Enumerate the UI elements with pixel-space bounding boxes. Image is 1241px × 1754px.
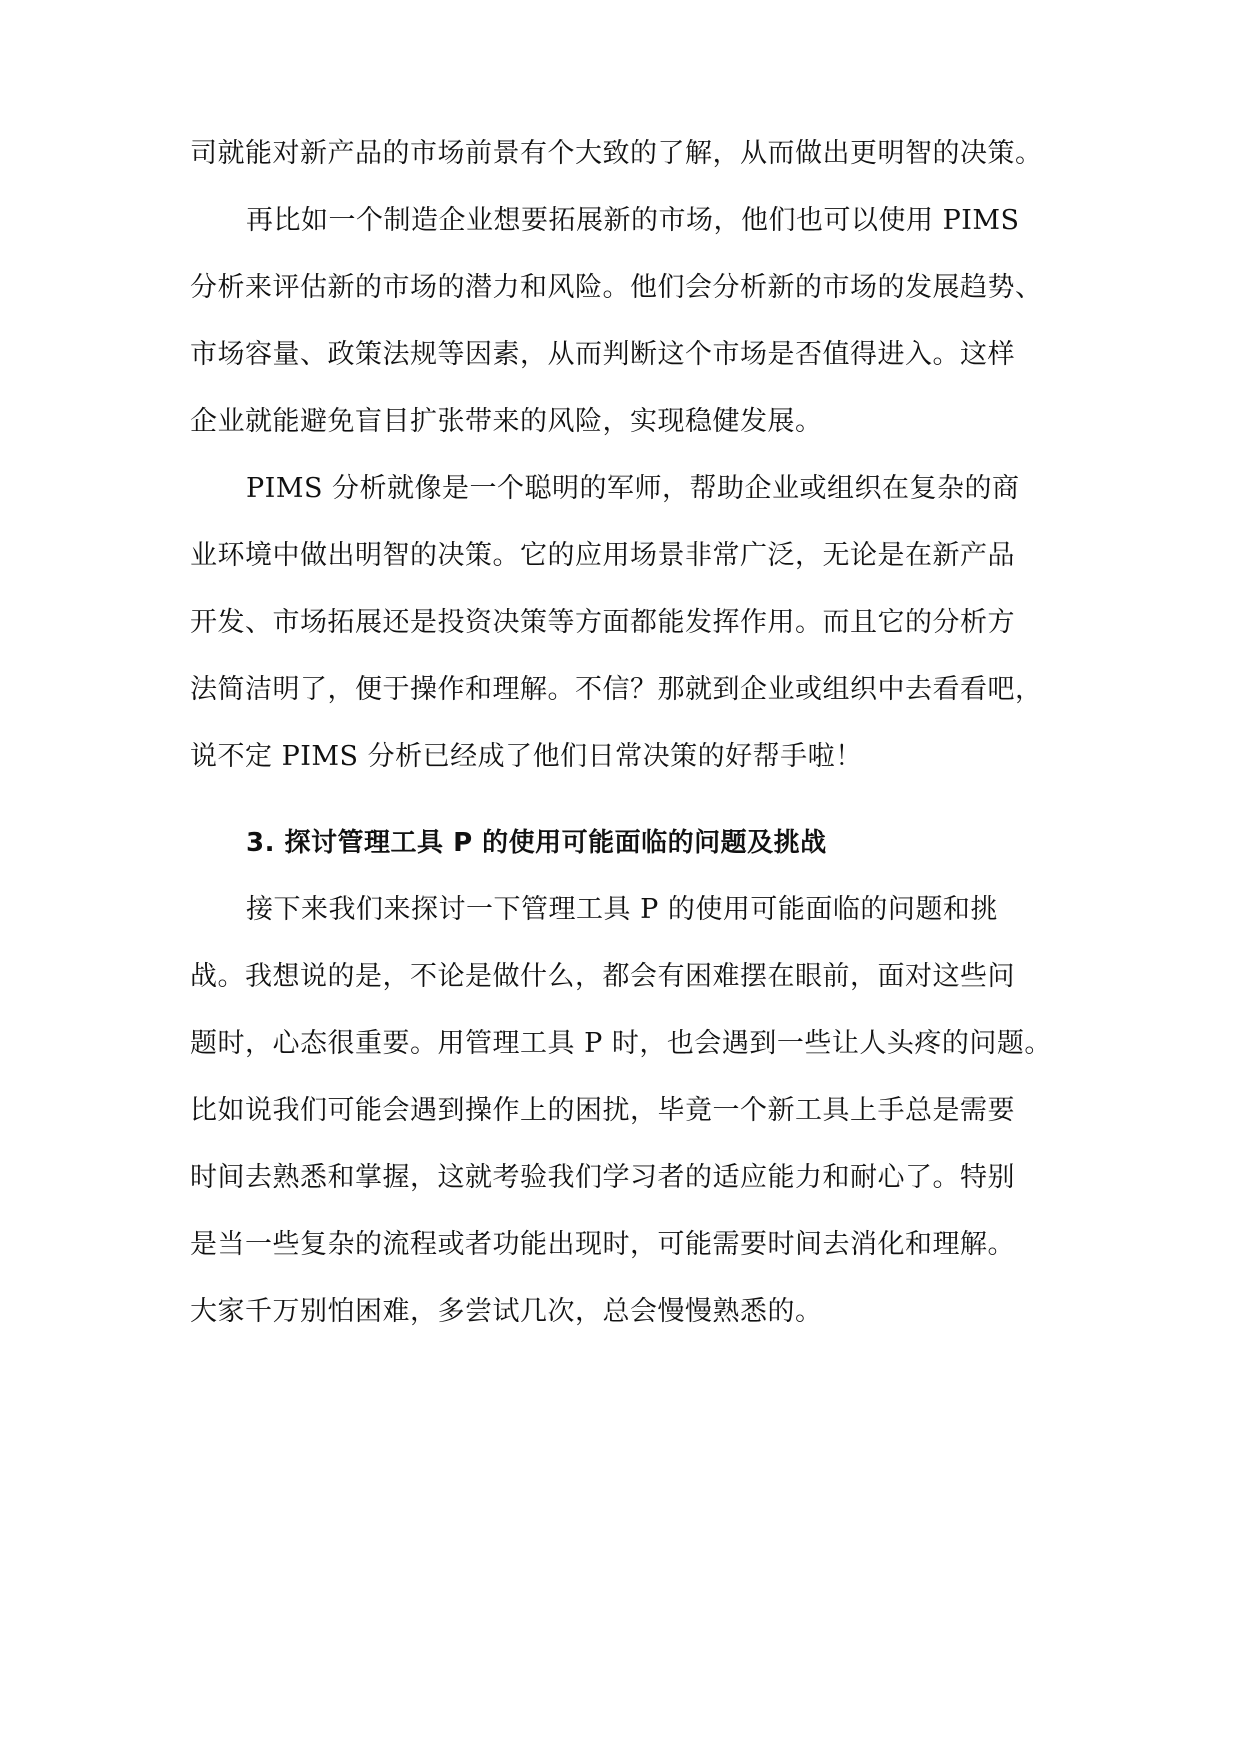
paragraph-line: 企业就能避免盲目扩张带来的风险，实现稳健发展。: [190, 406, 823, 437]
paragraph-line: 是当一些复杂的流程或者功能出现时，可能需要时间去消化和理解。: [190, 1229, 1015, 1260]
paragraph-line: 题时，心态很重要。用管理工具 P 时，也会遇到一些让人头疼的问题。: [190, 1028, 1052, 1059]
paragraph-line: 法简洁明了，便于操作和理解。不信？那就到企业或组织中去看看吧，: [190, 674, 1043, 705]
paragraph-line: 比如说我们可能会遇到操作上的困扰，毕竟一个新工具上手总是需要: [190, 1095, 1015, 1126]
section-heading: 3. 探讨管理工具 P 的使用可能面临的问题及挑战: [246, 828, 827, 858]
paragraph-line: 战。我想说的是，不论是做什么，都会有困难摆在眼前，面对这些问: [190, 961, 1015, 992]
paragraph-line: 接下来我们来探讨一下管理工具 P 的使用可能面临的问题和挑: [246, 894, 998, 925]
paragraph-line: 业环境中做出明智的决策。它的应用场景非常广泛，无论是在新产品: [190, 540, 1015, 571]
paragraph-line: 开发、市场拓展还是投资决策等方面都能发挥作用。而且它的分析方: [190, 607, 1015, 638]
paragraph-line: PIMS 分析就像是一个聪明的军师，帮助企业或组织在复杂的商: [246, 473, 1020, 504]
paragraph-line: 大家千万别怕困难，多尝试几次，总会慢慢熟悉的。: [190, 1296, 823, 1327]
paragraph-line: 说不定 PIMS 分析已经成了他们日常决策的好帮手啦！: [190, 741, 863, 772]
paragraph-line: 司就能对新产品的市场前景有个大致的了解，从而做出更明智的决策。: [190, 138, 1043, 169]
paragraph-line: 分析来评估新的市场的潜力和风险。他们会分析新的市场的发展趋势、: [190, 272, 1043, 303]
paragraph-line: 市场容量、政策法规等因素，从而判断这个市场是否值得进入。这样: [190, 339, 1015, 370]
paragraph-line: 时间去熟悉和掌握，这就考验我们学习者的适应能力和耐心了。特别: [190, 1162, 1015, 1193]
paragraph-line: 再比如一个制造企业想要拓展新的市场，他们也可以使用 PIMS: [246, 205, 1020, 236]
